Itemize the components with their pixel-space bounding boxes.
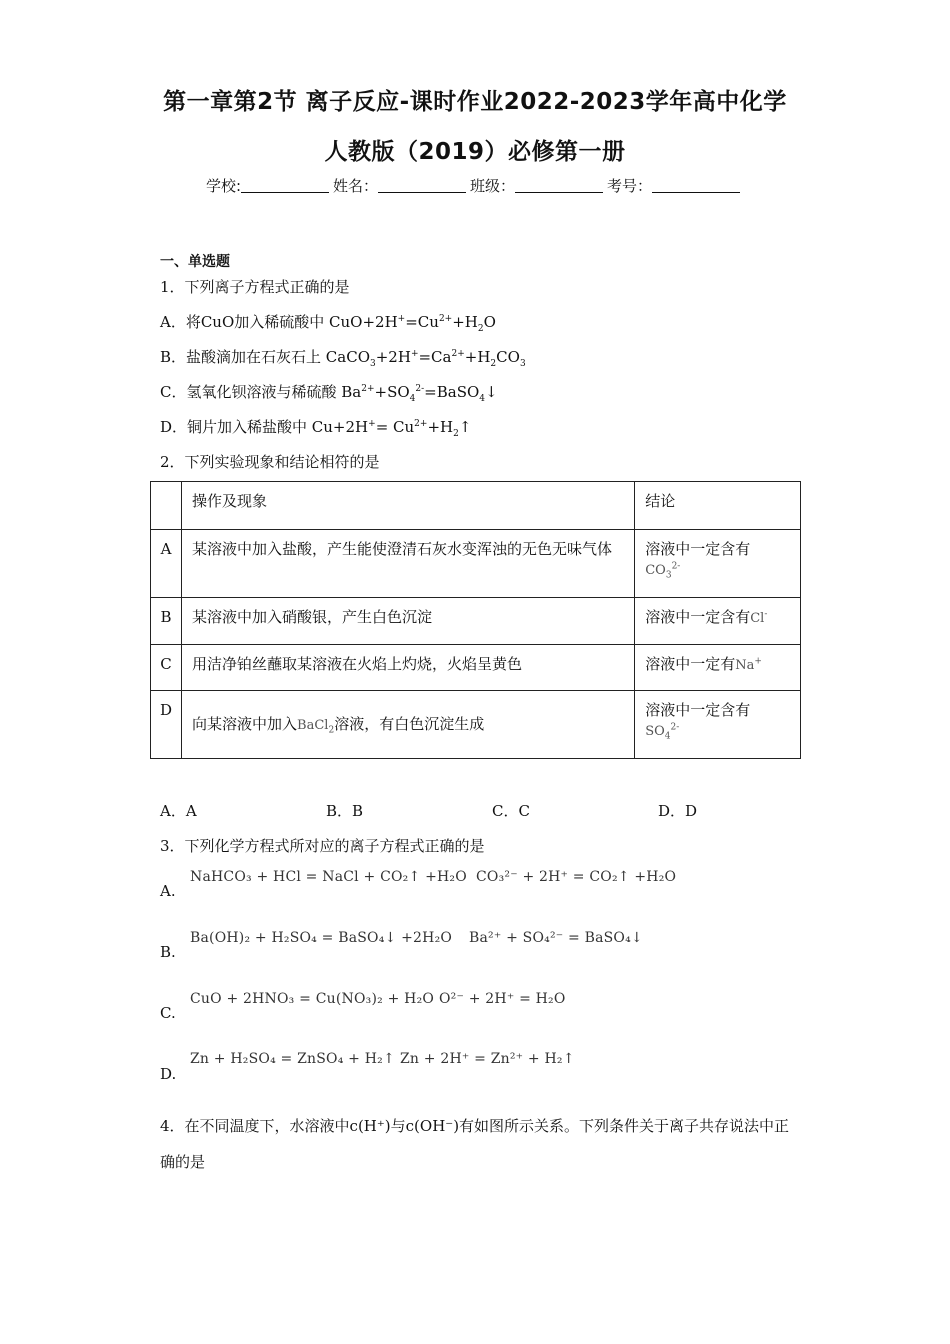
q1-option-a[interactable]: A．将CuO加入稀硫酸中 $CuO+2H^+=Cu^{2+}+H_2O$ bbox=[160, 313, 496, 334]
school-field[interactable] bbox=[241, 178, 329, 193]
q3-option-b-label[interactable]: B. bbox=[160, 943, 176, 961]
school-label: 学校: bbox=[205, 177, 241, 195]
row-operation: 某溶液中加入盐酸，产生能使澄清石灰水变浑浊的无色无味气体 bbox=[182, 530, 635, 598]
q3-option-a-ionic: CO₃²⁻ + 2H⁺ = CO₂↑ +H₂O bbox=[476, 869, 677, 885]
row-operation: 向某溶液中加入BaCl$_2$溶液，有白色沉淀生成 bbox=[182, 691, 635, 759]
q3-option-d-ionic: Zn + 2H⁺ = Zn²⁺ + H₂↑ bbox=[400, 1051, 575, 1067]
section-heading: 一、单选题 bbox=[160, 254, 230, 270]
header-operation: 操作及现象 bbox=[182, 482, 635, 530]
student-info-line bbox=[0, 175, 950, 196]
class-label: 班级： bbox=[470, 177, 516, 195]
row-label: A bbox=[151, 530, 182, 598]
q3-option-c-equation: CuO + 2HNO₃ = Cu(NO₃)₂ + H₂O bbox=[190, 991, 435, 1007]
class-field[interactable] bbox=[515, 178, 603, 193]
name-label: 姓名： bbox=[333, 177, 379, 195]
row-conclusion: 溶液中一定含有 $CO_3^{2-}$ bbox=[635, 530, 801, 598]
q3-option-b-ionic: Ba²⁺ + SO₄²⁻ = BaSO₄↓ bbox=[469, 930, 643, 946]
row-label: D bbox=[151, 691, 182, 759]
q1-option-d[interactable]: D．铜片加入稀盐酸中 $Cu+2H^+= Cu^{2+}+H_2↑$ bbox=[160, 418, 472, 439]
q2-choice-b[interactable]: B．B bbox=[326, 802, 364, 820]
row-operation: 用洁净铂丝蘸取某溶液在火焰上灼烧，火焰呈黄色 bbox=[182, 645, 635, 691]
exam-number-label: 考号： bbox=[607, 177, 653, 195]
q4-stem: 4．在不同温度下，水溶液中c(H⁺)与c(OH⁻)有如图所示关系。下列条件关于离子共存说法中正确的是 bbox=[160, 1117, 790, 1171]
row-label: B bbox=[151, 598, 182, 645]
q3-option-c-ionic: O²⁻ + 2H⁺ = H₂O bbox=[439, 991, 566, 1007]
header-conclusion: 结论 bbox=[635, 482, 801, 530]
table-row bbox=[151, 645, 801, 691]
q3-option-a-label[interactable]: A. bbox=[160, 882, 176, 900]
q3-option-a-equation: NaHCO₃ + HCl = NaCl + CO₂↑ +H₂O bbox=[190, 869, 467, 885]
q2-table bbox=[150, 481, 801, 759]
q3-option-b-equation: Ba(OH)₂ + H₂SO₄ = BaSO₄↓ +2H₂O bbox=[190, 930, 453, 946]
q3-option-d-label[interactable]: D. bbox=[160, 1065, 177, 1083]
q3-stem: 3．下列化学方程式所对应的离子方程式正确的是 bbox=[160, 837, 485, 855]
table-row bbox=[151, 530, 801, 598]
q1-stem: 1．下列离子方程式正确的是 bbox=[160, 278, 350, 296]
table-row bbox=[151, 598, 801, 645]
q2-stem: 2．下列实验现象和结论相符的是 bbox=[160, 453, 380, 471]
q2-choice-c[interactable]: C．C bbox=[492, 802, 530, 820]
row-conclusion: 溶液中一定含有Cl- bbox=[635, 598, 801, 645]
q2-choice-d[interactable]: D．D bbox=[658, 802, 698, 820]
title-line-2: 人教版（2019）必修第一册 bbox=[324, 139, 626, 165]
table-header-row bbox=[151, 482, 801, 530]
q2-choice-a[interactable]: A．A bbox=[160, 802, 197, 820]
q1-option-b[interactable]: B．盐酸滴加在石灰石上 $CaCO_3+2H^+=Ca^{2+}+H_2CO_3$ bbox=[160, 348, 526, 369]
name-field[interactable] bbox=[378, 178, 466, 193]
row-label: C bbox=[151, 645, 182, 691]
exam-number-field[interactable] bbox=[652, 178, 740, 193]
q3-option-c-label[interactable]: C. bbox=[160, 1004, 176, 1022]
title-line-1: 第一章第2节 离子反应-课时作业2022-2023学年高中化学 bbox=[163, 89, 787, 115]
row-conclusion: 溶液中一定含有 $SO_4^{2-}$ bbox=[635, 691, 801, 759]
row-operation: 某溶液中加入硝酸银，产生白色沉淀 bbox=[182, 598, 635, 645]
table-row bbox=[151, 691, 801, 759]
q3-option-d-equation: Zn + H₂SO₄ = ZnSO₄ + H₂↑ bbox=[190, 1051, 395, 1067]
row-conclusion: 溶液中一定有Na+ bbox=[635, 645, 801, 691]
q1-option-c[interactable]: C．氢氧化钡溶液与稀硫酸 $Ba^{2+}+SO_4^{2-}=BaSO_4↓$ bbox=[160, 383, 498, 404]
